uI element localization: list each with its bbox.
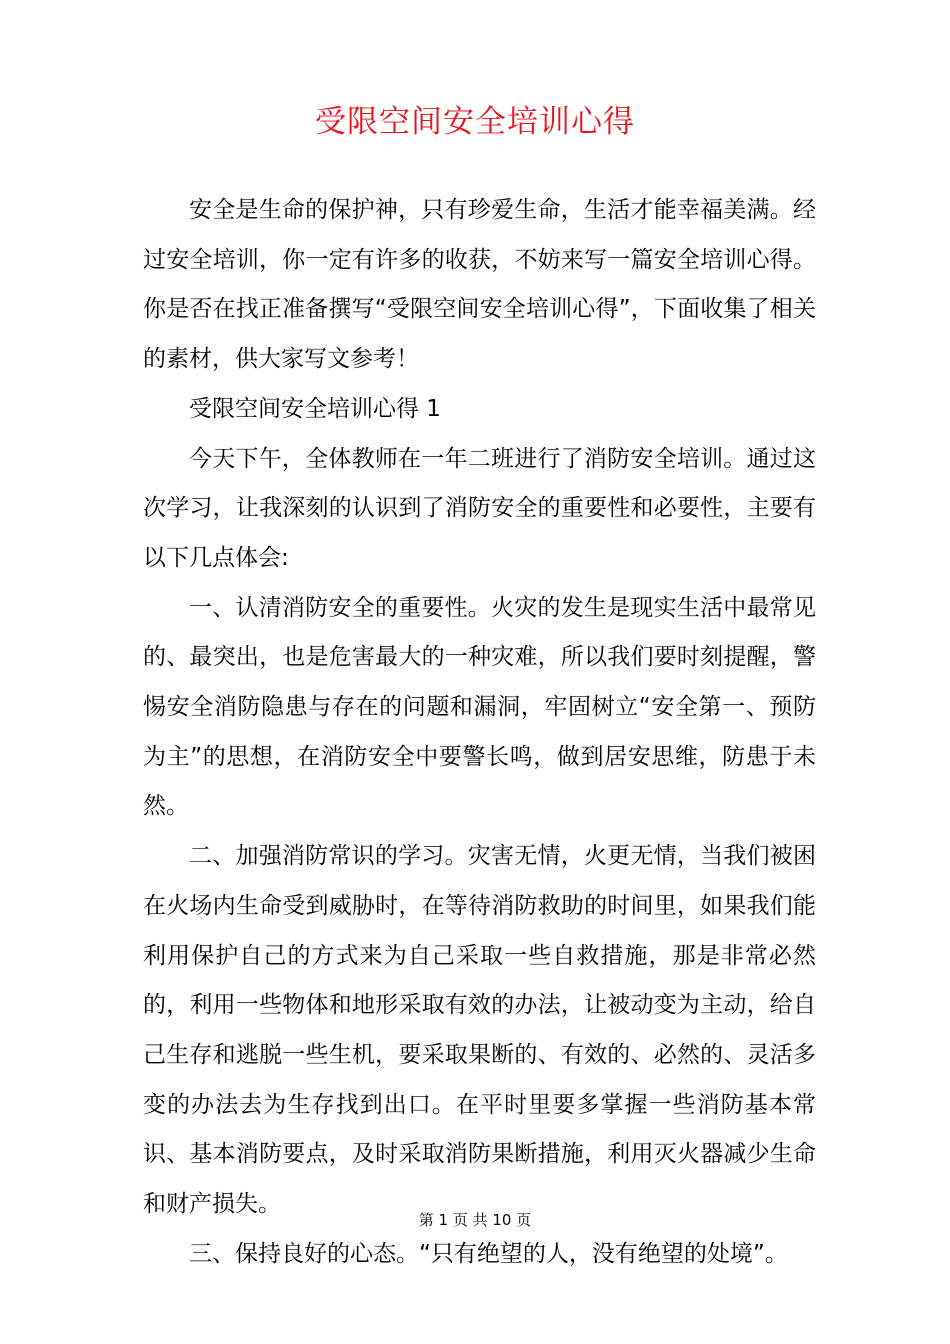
page-footer: 第 1 页 共 10 页: [418, 1211, 532, 1229]
body-paragraph: 今天下午，全体教师在一年二班进行了消防安全培训。通过这次学习，让我深刻的认识到了消防安全的重要性和必要性，主要有以下几点体会:: [143, 445, 816, 571]
point-three-paragraph: 三、保持良好的心态。“只有绝望的人，没有绝望的处境”。: [189, 1240, 788, 1267]
document-title: 受限空间安全培训心得: [315, 104, 635, 140]
section-heading: 受限空间安全培训心得 1: [189, 395, 441, 422]
document-body: [143, 186, 816, 1279]
point-one-paragraph: 一、认清消防安全的重要性。火灾的发生是现实生活中最常见的、最突出，也是危害最大的一种灾难，所以我们要时刻提醒，警惕安全消防隐患与存在的问题和漏洞，牢固树立“安全第一、预防为主”的思想，在消防安全中要警长鸣，做到居安思维，防患于未然。: [143, 594, 816, 820]
intro-paragraph: 安全是生命的保护神，只有珍爱生命，生活才能幸福美满。经过安全培训，你一定有许多的收获，不妨来写一篇安全培训心得。你是否在找正准备撰写“受限空间安全培训心得”，下面收集了相关的素材，供大家写文参考！: [143, 197, 816, 373]
point-two-paragraph: 二、加强消防常识的学习。灾害无情，火更无情，当我们被困在火场内生命受到威胁时，在等待消防救助的时间里，如果我们能利用保护自己的方式来为自己采取一些自救措施，那是非常必然的，利用一些物体和地形采取有效的办法，让被动变为主动，给自己生存和逃脱一些生机，要采取果断的、有效的、必然的、灵活多变的办法去为生存找到出口。在平时里要多掌握一些消防基本常识、基本消防要点，及时采取消防果断措施，利用灭火器减少生命和财产损失。: [143, 843, 816, 1218]
